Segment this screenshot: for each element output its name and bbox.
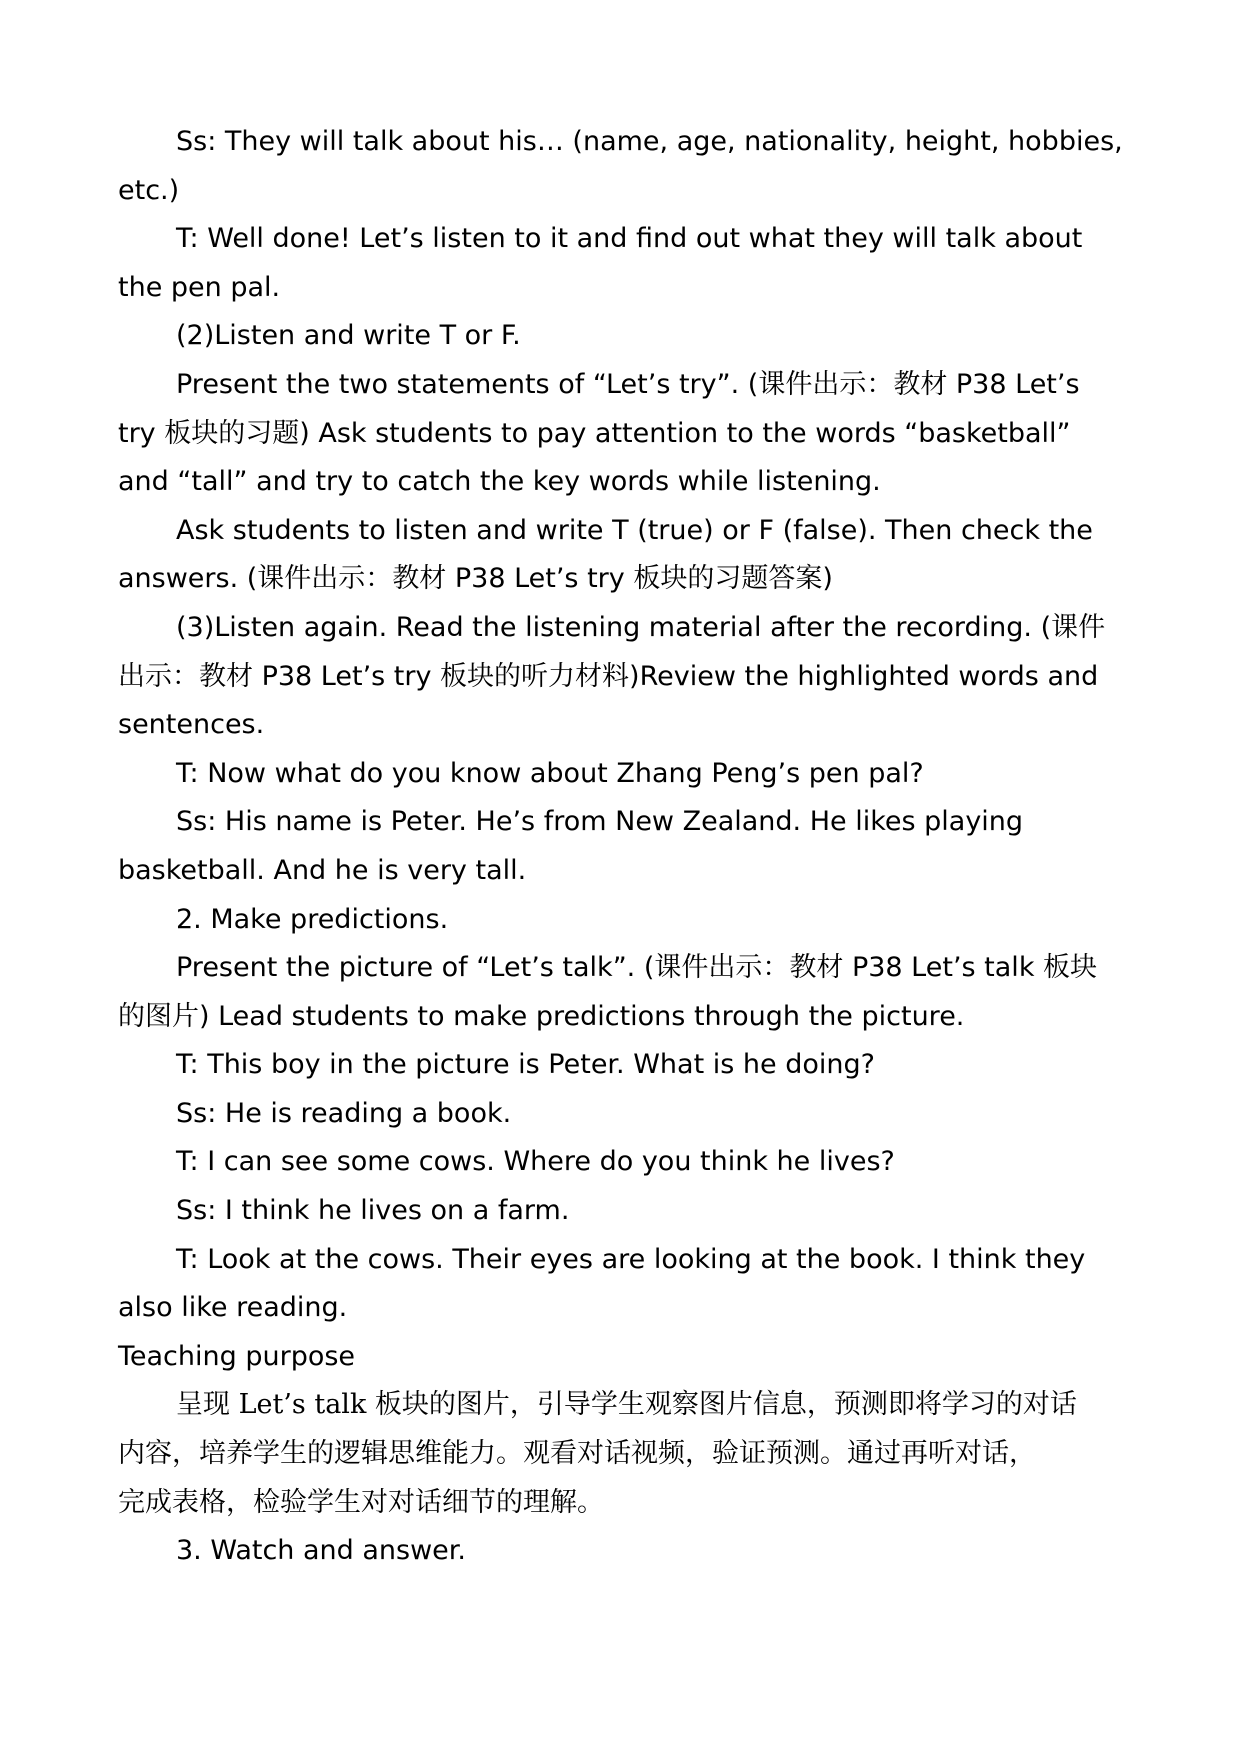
text-line: Ss: He is reading a book. [176,1097,512,1129]
text-line: 呈现 Let’s talk 板块的图片，引导学生观察图片信息，预测即将学习的对话 [176,1389,1077,1421]
text-line: basketball. And he is very tall. [118,854,527,886]
text-line: etc.) [118,174,180,206]
text-line: and “tall” and try to catch the key words while listening. [118,466,881,498]
text-line: (2)Listen and write T or F. [176,320,521,352]
text-line: T: Now what do you know about Zhang Peng’s pen pal? [176,757,924,789]
text-line: T: Look at the cows. Their eyes are looking at the book. I think they [176,1243,1086,1275]
text-line: Ss: They will talk about his… (name, age, nationality, height, hobbies, [176,126,1123,157]
document-body [118,118,1128,1576]
text-line: Present the two statements of “Let’s try”. (课件出示：教材 P38 Let’s [176,368,1080,400]
text-line: also like reading. [118,1292,348,1324]
text-line: (3)Listen again. Read the listening material after the recording. (课件 [176,611,1106,643]
text-line: Ss: His name is Peter. He’s from New Zealand. He likes playing [176,806,1024,838]
text-line: T: Well done! Let’s listen to it and find out what they will talk about [176,223,1083,255]
text-line: 的图片) Lead students to make predictions through the picture. [118,1000,965,1032]
text-line: T: This boy in the picture is Peter. What is he doing? [176,1049,875,1081]
text-line: sentences. [118,709,265,741]
text-line: Present the picture of “Let’s talk”. (课件出示：教材 P38 Let’s talk 板块 [176,952,1098,984]
text-line: try 板块的习题) Ask students to pay attention to the words “basketball” [118,417,1071,449]
text-line: answers. (课件出示：教材 P38 Let’s try 板块的习题答案) [118,563,833,595]
text-line: T: I can see some cows. Where do you think he lives? [176,1146,895,1178]
section-heading: 2. Make predictions. [176,903,449,935]
text-line: 完成表格，检验学生对对话细节的理解。 [118,1486,604,1518]
text-line: Ss: I think he lives on a farm. [176,1195,570,1227]
text-line: 内容，培养学生的逻辑思维能力。观看对话视频，验证预测。通过再听对话， [118,1438,1036,1470]
text-line: Ask students to listen and write T (true) or F (false). Then check the [176,514,1093,546]
text-line: the pen pal. [118,271,281,303]
section-heading: 3. Watch and answer. [176,1535,466,1567]
teaching-purpose-heading: Teaching purpose [118,1340,356,1372]
text-line: 出示：教材 P38 Let’s try 板块的听力材料)Review the highlighted words and [118,660,1099,692]
